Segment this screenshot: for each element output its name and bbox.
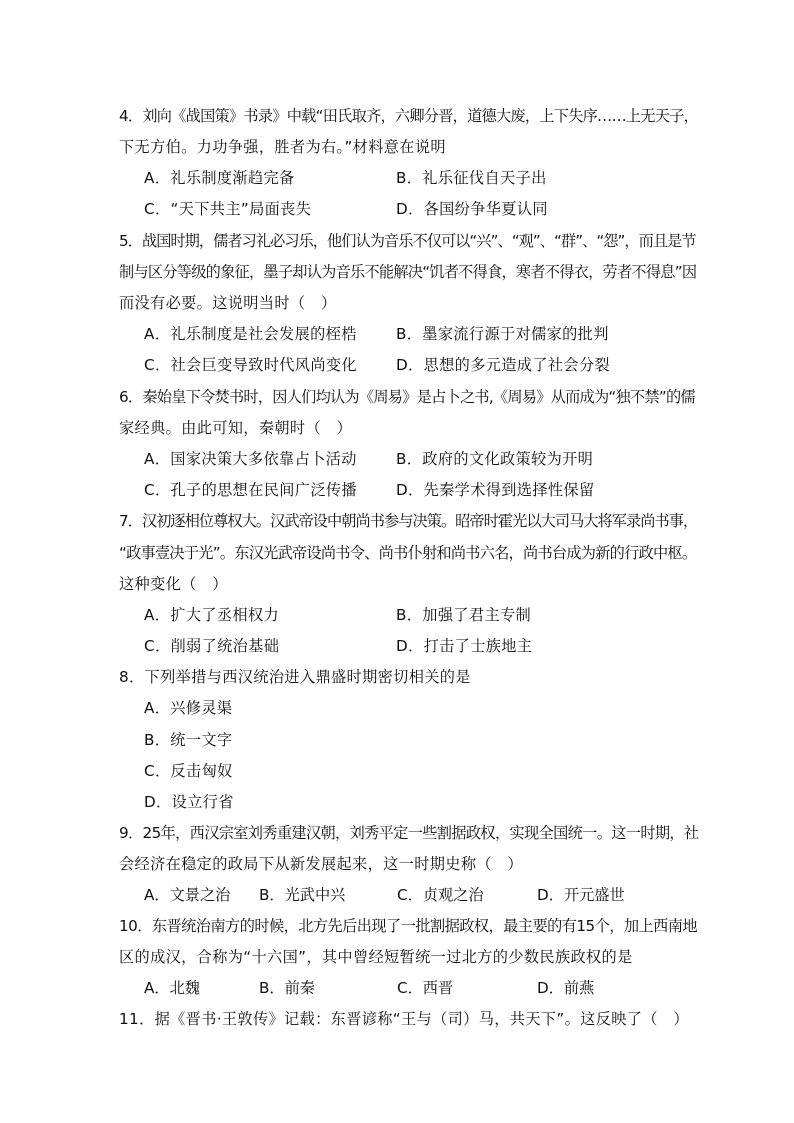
question-7-option-b: B．加强了君主专制 (396, 606, 532, 624)
question-10-option-b: B．前秦 (259, 979, 315, 997)
question-8-option-d: D．设立行省 (144, 793, 234, 811)
question-8-option-c: C．反击匈奴 (144, 762, 233, 780)
question-10-option-c: C．西晋 (397, 979, 454, 997)
question-6-stem-line-2: 家经典。由此可知，秦朝时（ ） (119, 419, 353, 437)
question-5-option-a: A．礼乐制度是社会发展的桎梏 (144, 325, 357, 343)
question-6-option-d: D．先秦学术得到选择性保留 (396, 481, 595, 499)
question-6-option-b: B．政府的文化政策较为开明 (396, 450, 594, 468)
question-10-stem-line-2: 区的成汉，合称为“十六国”，其中曾经短暂统一过北方的少数民族政权的是 (119, 948, 633, 966)
question-9-stem-line-2: 会经济在稳定的政局下从新发展起来，这一时期史称（ ） (119, 855, 523, 873)
question-7-stem-line-1: 7．汉初逐相位尊权大。汉武帝设中朝尚书参与决策。昭帝时霍光以大司马大将军录尚书事， (119, 512, 698, 530)
question-5-option-d: D．思想的多元造成了社会分裂 (396, 356, 611, 374)
question-10-stem-line-1: 10．东晋统治南方的时候，北方先后出现了一批割据政权，最主要的有15个，加上西南地 (119, 917, 698, 935)
question-6-stem-line-1: 6．秦始皇下令焚书时，因人们均认为《周易》是占卜之书,《周易》从而成为“独不禁”的儒 (119, 388, 695, 406)
question-7-stem-line-3: 这种变化（ ） (119, 575, 228, 593)
question-9-option-a: A．文景之治 (144, 886, 231, 904)
question-4-option-d: D．各国纷争华夏认同 (396, 200, 548, 218)
question-10-option-d: D．前燕 (537, 979, 595, 997)
question-5-stem-line-1: 5．战国时期，儒者习礼必习乐，他们认为音乐不仅可以“兴”、“观”、“群”、“怨”，而且是节 (119, 232, 696, 250)
question-7-option-a: A．扩大了丞相权力 (144, 606, 280, 624)
question-9-stem-line-1: 9．25年，西汉宗室刘秀重建汉朝，刘秀平定一些割据政权，实现全国统一。这一时期，社 (119, 824, 699, 842)
question-7-option-c: C．削弱了统治基础 (144, 637, 280, 655)
question-7-stem-line-2: “政事壹决于光”。东汉光武帝设尚书令、尚书仆射和尚书六名，尚书台成为新的行政中枢。 (119, 544, 697, 562)
question-6-option-a: A．国家决策大多依靠占卜活动 (144, 450, 357, 468)
question-8-option-b: B．统一文字 (144, 731, 233, 749)
question-5-stem-line-3: 而没有必要。这说明当时（ ） (119, 294, 337, 312)
question-9-option-b: B．光武中兴 (259, 886, 346, 904)
question-10-option-a: A．北魏 (144, 979, 200, 997)
question-7-option-d: D．打击了士族地主 (396, 637, 533, 655)
question-9-option-d: D．开元盛世 (537, 886, 625, 904)
question-4-stem-line-1: 4．刘向《战国策》书录》中载“田氏取齐，六卿分晋，道德大废，上下失序……上无天子， (119, 107, 699, 125)
question-9-option-c: C．贞观之治 (397, 886, 484, 904)
question-5-stem-line-2: 制与区分等级的象征，墨子却认为音乐不能解决“饥者不得食，寒者不得衣，劳者不得息”因 (119, 263, 697, 281)
question-6-option-c: C．孔子的思想在民间广泛传播 (144, 481, 357, 499)
question-4-option-c: C．“天下共主”局面丧失 (144, 200, 312, 218)
question-5-option-b: B．墨家流行源于对儒家的批判 (396, 325, 609, 343)
question-4-option-b: B．礼乐征伐自天子出 (396, 169, 547, 187)
question-4-option-a: A．礼乐制度渐趋完备 (144, 169, 295, 187)
question-4-stem-line-2: 下无方伯。力功争强，胜者为右。”材料意在说明 (119, 138, 446, 156)
question-8-option-a: A．兴修灵渠 (144, 699, 233, 717)
question-11-stem-line-1: 11．据《晋书·王敦传》记载：东晋谚称“王与（司）马，共天下”。这反映了（ ） (119, 1010, 689, 1028)
question-5-option-c: C．社会巨变导致时代风尚变化 (144, 356, 357, 374)
question-8-stem-line-1: 8．下列举措与西汉统治进入鼎盛时期密切相关的是 (119, 668, 471, 686)
